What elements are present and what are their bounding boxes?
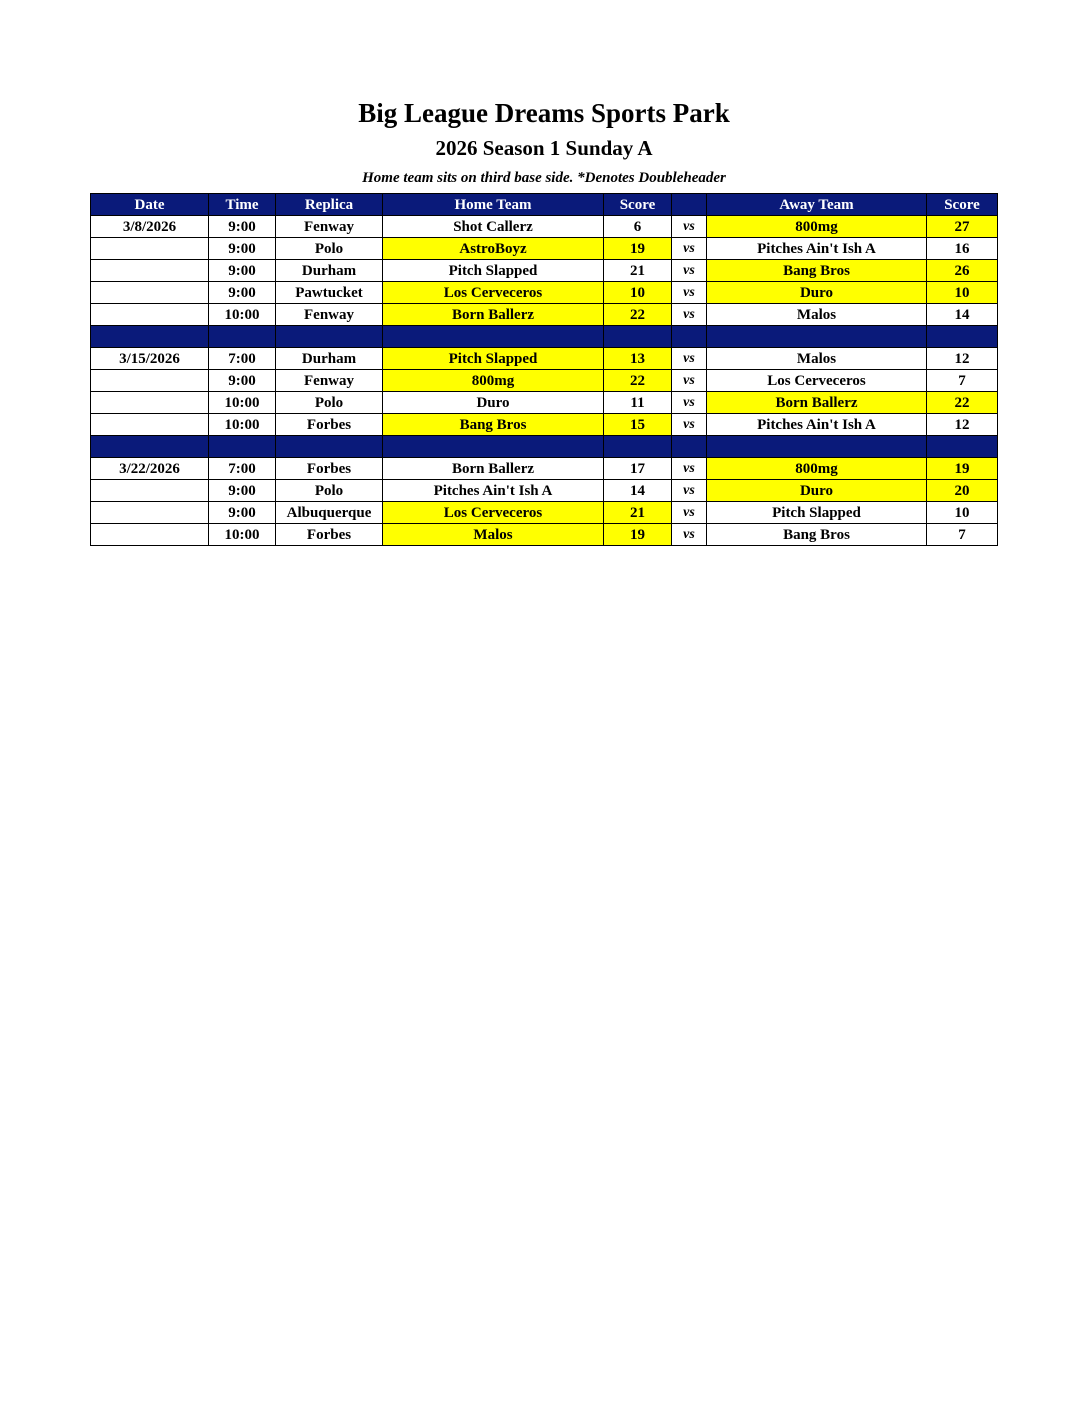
replica-cell: Fenway <box>276 216 383 238</box>
home-team-cell: Malos <box>383 524 604 546</box>
vs-cell: vs <box>672 524 707 546</box>
separator-cell <box>383 436 604 458</box>
header-away-team: Away Team <box>707 194 927 216</box>
replica-cell: Forbes <box>276 458 383 480</box>
game-row <box>91 282 998 304</box>
away-team-cell: 800mg <box>707 458 927 480</box>
vs-cell: vs <box>672 260 707 282</box>
header-time: Time <box>209 194 276 216</box>
home-score-cell: 10 <box>604 282 672 304</box>
home-team-cell: Pitches Ain't Ish A <box>383 480 604 502</box>
home-team-cell: Born Ballerz <box>383 304 604 326</box>
away-team-cell: Pitch Slapped <box>707 502 927 524</box>
away-team-cell: Malos <box>707 348 927 370</box>
replica-cell: Polo <box>276 392 383 414</box>
home-team-cell: Pitch Slapped <box>383 348 604 370</box>
away-team-cell: Bang Bros <box>707 260 927 282</box>
home-team-cell: Duro <box>383 392 604 414</box>
time-cell: 9:00 <box>209 480 276 502</box>
separator-cell <box>383 326 604 348</box>
time-cell: 10:00 <box>209 392 276 414</box>
away-score-cell: 22 <box>927 392 998 414</box>
schedule-body <box>91 216 998 546</box>
home-score-cell: 6 <box>604 216 672 238</box>
date-cell <box>91 370 209 392</box>
home-score-cell: 17 <box>604 458 672 480</box>
time-cell: 10:00 <box>209 524 276 546</box>
replica-cell: Durham <box>276 348 383 370</box>
separator-cell <box>91 326 209 348</box>
replica-cell: Polo <box>276 238 383 260</box>
date-cell <box>91 524 209 546</box>
replica-cell: Forbes <box>276 524 383 546</box>
home-team-cell: Los Cerveceros <box>383 282 604 304</box>
replica-cell: Fenway <box>276 304 383 326</box>
game-row <box>91 238 998 260</box>
header-home-score: Score <box>604 194 672 216</box>
home-team-cell: 800mg <box>383 370 604 392</box>
away-team-cell: Malos <box>707 304 927 326</box>
date-cell <box>91 238 209 260</box>
game-row <box>91 392 998 414</box>
date-cell <box>91 480 209 502</box>
date-separator-row <box>91 326 998 348</box>
separator-cell <box>91 436 209 458</box>
vs-cell: vs <box>672 502 707 524</box>
date-cell: 3/8/2026 <box>91 216 209 238</box>
header-date: Date <box>91 194 209 216</box>
header-replica: Replica <box>276 194 383 216</box>
date-cell <box>91 414 209 436</box>
away-score-cell: 14 <box>927 304 998 326</box>
date-cell <box>91 392 209 414</box>
schedule-table <box>90 193 998 546</box>
vs-cell: vs <box>672 480 707 502</box>
replica-cell: Polo <box>276 480 383 502</box>
time-cell: 7:00 <box>209 348 276 370</box>
away-score-cell: 27 <box>927 216 998 238</box>
separator-cell <box>276 436 383 458</box>
game-row <box>91 414 998 436</box>
vs-cell: vs <box>672 282 707 304</box>
separator-cell <box>604 326 672 348</box>
home-team-cell: AstroBoyz <box>383 238 604 260</box>
date-separator-row <box>91 436 998 458</box>
vs-cell: vs <box>672 414 707 436</box>
game-row <box>91 370 998 392</box>
replica-cell: Forbes <box>276 414 383 436</box>
away-score-cell: 7 <box>927 370 998 392</box>
time-cell: 9:00 <box>209 238 276 260</box>
game-row <box>91 216 998 238</box>
game-row <box>91 524 998 546</box>
vs-cell: vs <box>672 348 707 370</box>
header-home-team: Home Team <box>383 194 604 216</box>
game-row <box>91 260 998 282</box>
home-team-cell: Los Cerveceros <box>383 502 604 524</box>
vs-cell: vs <box>672 238 707 260</box>
home-score-cell: 13 <box>604 348 672 370</box>
separator-cell <box>927 326 998 348</box>
home-score-cell: 22 <box>604 370 672 392</box>
home-team-cell: Born Ballerz <box>383 458 604 480</box>
replica-cell: Fenway <box>276 370 383 392</box>
time-cell: 9:00 <box>209 502 276 524</box>
home-score-cell: 21 <box>604 260 672 282</box>
page-title: Big League Dreams Sports Park <box>358 98 730 128</box>
game-row <box>91 304 998 326</box>
date-cell <box>91 304 209 326</box>
away-score-cell: 12 <box>927 348 998 370</box>
date-cell: 3/15/2026 <box>91 348 209 370</box>
away-score-cell: 7 <box>927 524 998 546</box>
away-score-cell: 10 <box>927 502 998 524</box>
away-team-cell: 800mg <box>707 216 927 238</box>
time-cell: 9:00 <box>209 282 276 304</box>
separator-cell <box>707 436 927 458</box>
away-team-cell: Los Cerveceros <box>707 370 927 392</box>
vs-cell: vs <box>672 370 707 392</box>
vs-cell: vs <box>672 304 707 326</box>
header-vs <box>672 194 707 216</box>
date-cell <box>91 502 209 524</box>
away-team-cell: Pitches Ain't Ish A <box>707 238 927 260</box>
home-score-cell: 15 <box>604 414 672 436</box>
replica-cell: Durham <box>276 260 383 282</box>
away-score-cell: 12 <box>927 414 998 436</box>
separator-cell <box>209 326 276 348</box>
away-score-cell: 10 <box>927 282 998 304</box>
time-cell: 7:00 <box>209 458 276 480</box>
vs-cell: vs <box>672 216 707 238</box>
home-score-cell: 14 <box>604 480 672 502</box>
home-score-cell: 11 <box>604 392 672 414</box>
away-team-cell: Duro <box>707 480 927 502</box>
home-score-cell: 19 <box>604 238 672 260</box>
home-score-cell: 21 <box>604 502 672 524</box>
home-team-cell: Shot Callerz <box>383 216 604 238</box>
separator-cell <box>672 326 707 348</box>
separator-cell <box>672 436 707 458</box>
separator-cell <box>604 436 672 458</box>
vs-cell: vs <box>672 392 707 414</box>
date-cell <box>91 260 209 282</box>
game-row <box>91 458 998 480</box>
time-cell: 9:00 <box>209 216 276 238</box>
away-score-cell: 19 <box>927 458 998 480</box>
home-score-cell: 22 <box>604 304 672 326</box>
game-row <box>91 502 998 524</box>
date-cell <box>91 282 209 304</box>
replica-cell: Pawtucket <box>276 282 383 304</box>
away-score-cell: 16 <box>927 238 998 260</box>
away-team-cell: Pitches Ain't Ish A <box>707 414 927 436</box>
separator-cell <box>209 436 276 458</box>
vs-cell: vs <box>672 458 707 480</box>
home-team-cell: Bang Bros <box>383 414 604 436</box>
page-subtitle: 2026 Season 1 Sunday A <box>435 136 653 160</box>
separator-cell <box>707 326 927 348</box>
schedule-note: Home team sits on third base side. *Denotes Doubleheader <box>362 170 726 186</box>
home-team-cell: Pitch Slapped <box>383 260 604 282</box>
time-cell: 10:00 <box>209 304 276 326</box>
away-score-cell: 26 <box>927 260 998 282</box>
replica-cell: Albuquerque <box>276 502 383 524</box>
separator-cell <box>276 326 383 348</box>
game-row <box>91 348 998 370</box>
away-team-cell: Born Ballerz <box>707 392 927 414</box>
away-team-cell: Bang Bros <box>707 524 927 546</box>
home-score-cell: 19 <box>604 524 672 546</box>
date-cell: 3/22/2026 <box>91 458 209 480</box>
header-away-score: Score <box>927 194 998 216</box>
separator-cell <box>927 436 998 458</box>
header-row <box>91 194 998 216</box>
time-cell: 9:00 <box>209 260 276 282</box>
away-score-cell: 20 <box>927 480 998 502</box>
time-cell: 10:00 <box>209 414 276 436</box>
game-row <box>91 480 998 502</box>
away-team-cell: Duro <box>707 282 927 304</box>
time-cell: 9:00 <box>209 370 276 392</box>
